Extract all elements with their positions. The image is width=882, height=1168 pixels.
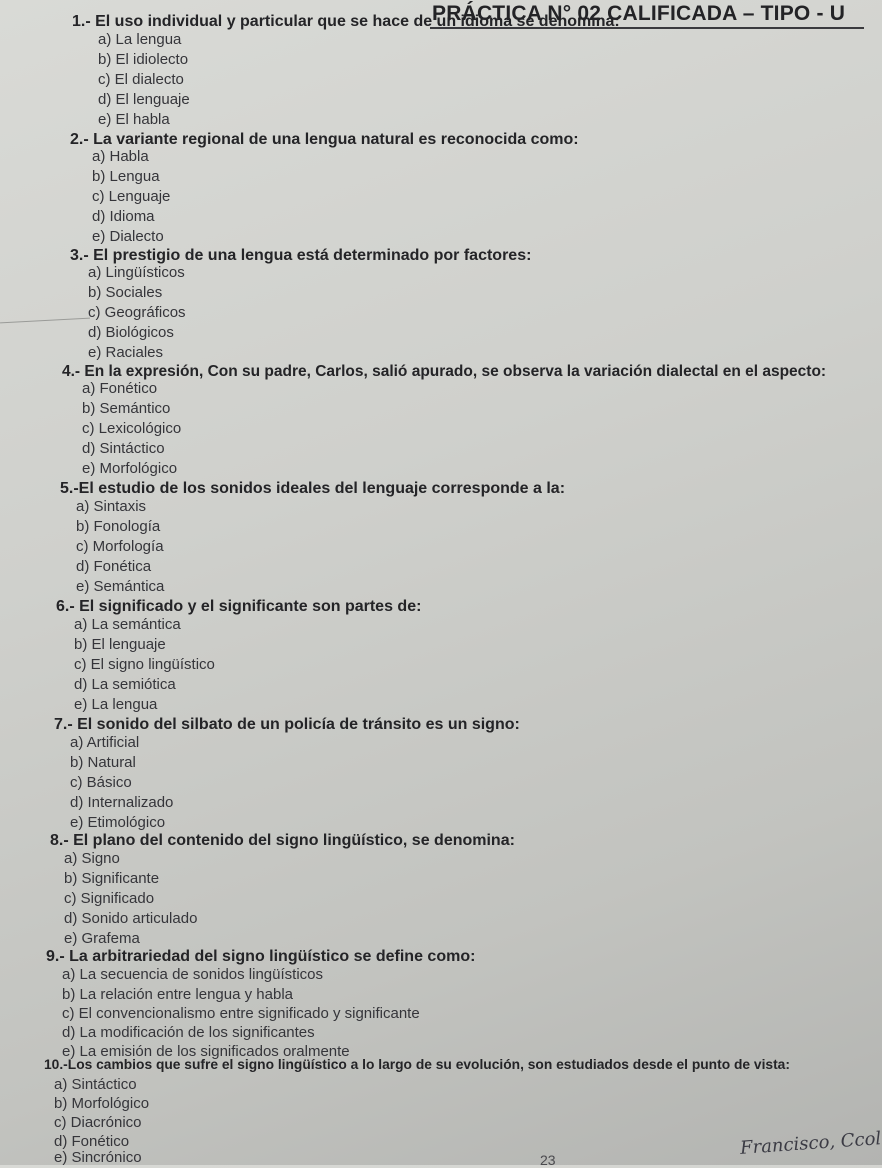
signature: Francisco, Ccol — [739, 1128, 882, 1159]
question-3-option-a: a) Lingüísticos — [88, 264, 185, 281]
question-10-option-c: c) Diacrónico — [54, 1114, 142, 1131]
question-7-option-a: a) Artificial — [70, 734, 140, 751]
question-6-option-c: c) El signo lingüístico — [74, 656, 215, 673]
question-10-option-d: d) Fonético — [54, 1133, 130, 1150]
question-4-option-e: e) Morfológico — [82, 460, 178, 477]
question-5-option-d: d) Fonética — [76, 558, 152, 575]
question-10-option-e: e) Sincrónico — [54, 1149, 142, 1166]
question-7: 7.- El sonido del silbato de un policía de tránsito es un signo: — [54, 716, 520, 733]
question-4-option-b: b) Semántico — [82, 400, 171, 417]
question-3-option-e: e) Raciales — [88, 344, 164, 361]
page-title: PRÁCTICA N° 02 CALIFICADA – TIPO - U — [432, 2, 846, 25]
question-2-option-a: a) Habla — [92, 148, 149, 165]
question-2-option-d: d) Idioma — [92, 208, 155, 225]
question-10-option-b: b) Morfológico — [54, 1095, 150, 1112]
question-2-option-e: e) Dialecto — [92, 228, 164, 245]
question-6-option-a: a) La semántica — [74, 616, 181, 633]
question-2-option-c: c) Lenguaje — [92, 188, 171, 205]
question-1-option-c: c) El dialecto — [98, 71, 184, 88]
question-3: 3.- El prestigio de una lengua está determinado por factores: — [70, 247, 532, 264]
question-8-option-d: d) Sonido articulado — [64, 910, 198, 927]
question-9-option-b: b) La relación entre lengua y habla — [62, 986, 293, 1003]
question-8-option-e: e) Grafema — [64, 930, 140, 947]
question-6-option-d: d) La semiótica — [74, 676, 176, 693]
page-number: 23 — [540, 1152, 556, 1168]
question-8-option-c: c) Significado — [64, 890, 155, 907]
question-1: 1.- El uso individual y particular que se hace de un idioma se denomina: — [72, 13, 620, 30]
question-7-option-b: b) Natural — [70, 754, 136, 771]
question-8-option-b: b) Significante — [64, 870, 160, 887]
question-3-option-b: b) Sociales — [88, 284, 163, 301]
question-5: 5.-El estudio de los sonidos ideales del lenguaje corresponde a la: — [60, 480, 566, 497]
question-2-option-b: b) Lengua — [92, 168, 160, 185]
question-6: 6.- El significado y el significante son partes de: — [56, 598, 422, 615]
question-9-option-d: d) La modificación de los significantes — [62, 1024, 315, 1041]
question-5-option-a: a) Sintaxis — [76, 498, 147, 515]
question-4: 4.- En la expresión, Con su padre, Carlos, salió apurado, se observa la variación dialectal en el aspecto: — [62, 363, 827, 380]
question-8: 8.- El plano del contenido del signo lingüístico, se denomina: — [50, 832, 515, 849]
margin-line — [0, 318, 90, 324]
question-9: 9.- La arbitrariedad del signo lingüístico se define como: — [46, 948, 476, 965]
question-4-option-c: c) Lexicológico — [82, 420, 182, 437]
question-9-option-a: a) La secuencia de sonidos lingüísticos — [62, 966, 323, 983]
question-7-option-d: d) Internalizado — [70, 794, 174, 811]
question-7-option-c: c) Básico — [70, 774, 132, 791]
question-10-option-a: a) Sintáctico — [54, 1076, 137, 1093]
question-10: 10.-Los cambios que sufre el signo lingüístico a lo largo de su evolución, son estudiados desde el punto de vista: — [44, 1057, 790, 1072]
question-5-option-e: e) Semántica — [76, 578, 165, 595]
question-1-option-b: b) El idiolecto — [98, 51, 189, 68]
question-9-option-c: c) El convencionalismo entre significado y significante — [62, 1005, 420, 1022]
question-6-option-e: e) La lengua — [74, 696, 158, 713]
question-3-option-d: d) Biológicos — [88, 324, 174, 341]
question-5-option-b: b) Fonología — [76, 518, 161, 535]
question-1-option-d: d) El lenguaje — [98, 91, 190, 108]
question-3-option-c: c) Geográficos — [88, 304, 186, 321]
question-5-option-c: c) Morfología — [76, 538, 164, 555]
question-6-option-b: b) El lenguaje — [74, 636, 166, 653]
question-2: 2.- La variante regional de una lengua natural es reconocida como: — [70, 131, 579, 148]
question-1-option-a: a) La lengua — [98, 31, 182, 48]
question-4-option-d: d) Sintáctico — [82, 440, 165, 457]
question-9-option-e: e) La emisión de los significados oralmente — [62, 1043, 350, 1060]
question-7-option-e: e) Etimológico — [70, 814, 166, 831]
question-1-option-e: e) El habla — [98, 111, 170, 128]
question-4-option-a: a) Fonético — [82, 380, 158, 397]
question-8-option-a: a) Signo — [64, 850, 120, 867]
